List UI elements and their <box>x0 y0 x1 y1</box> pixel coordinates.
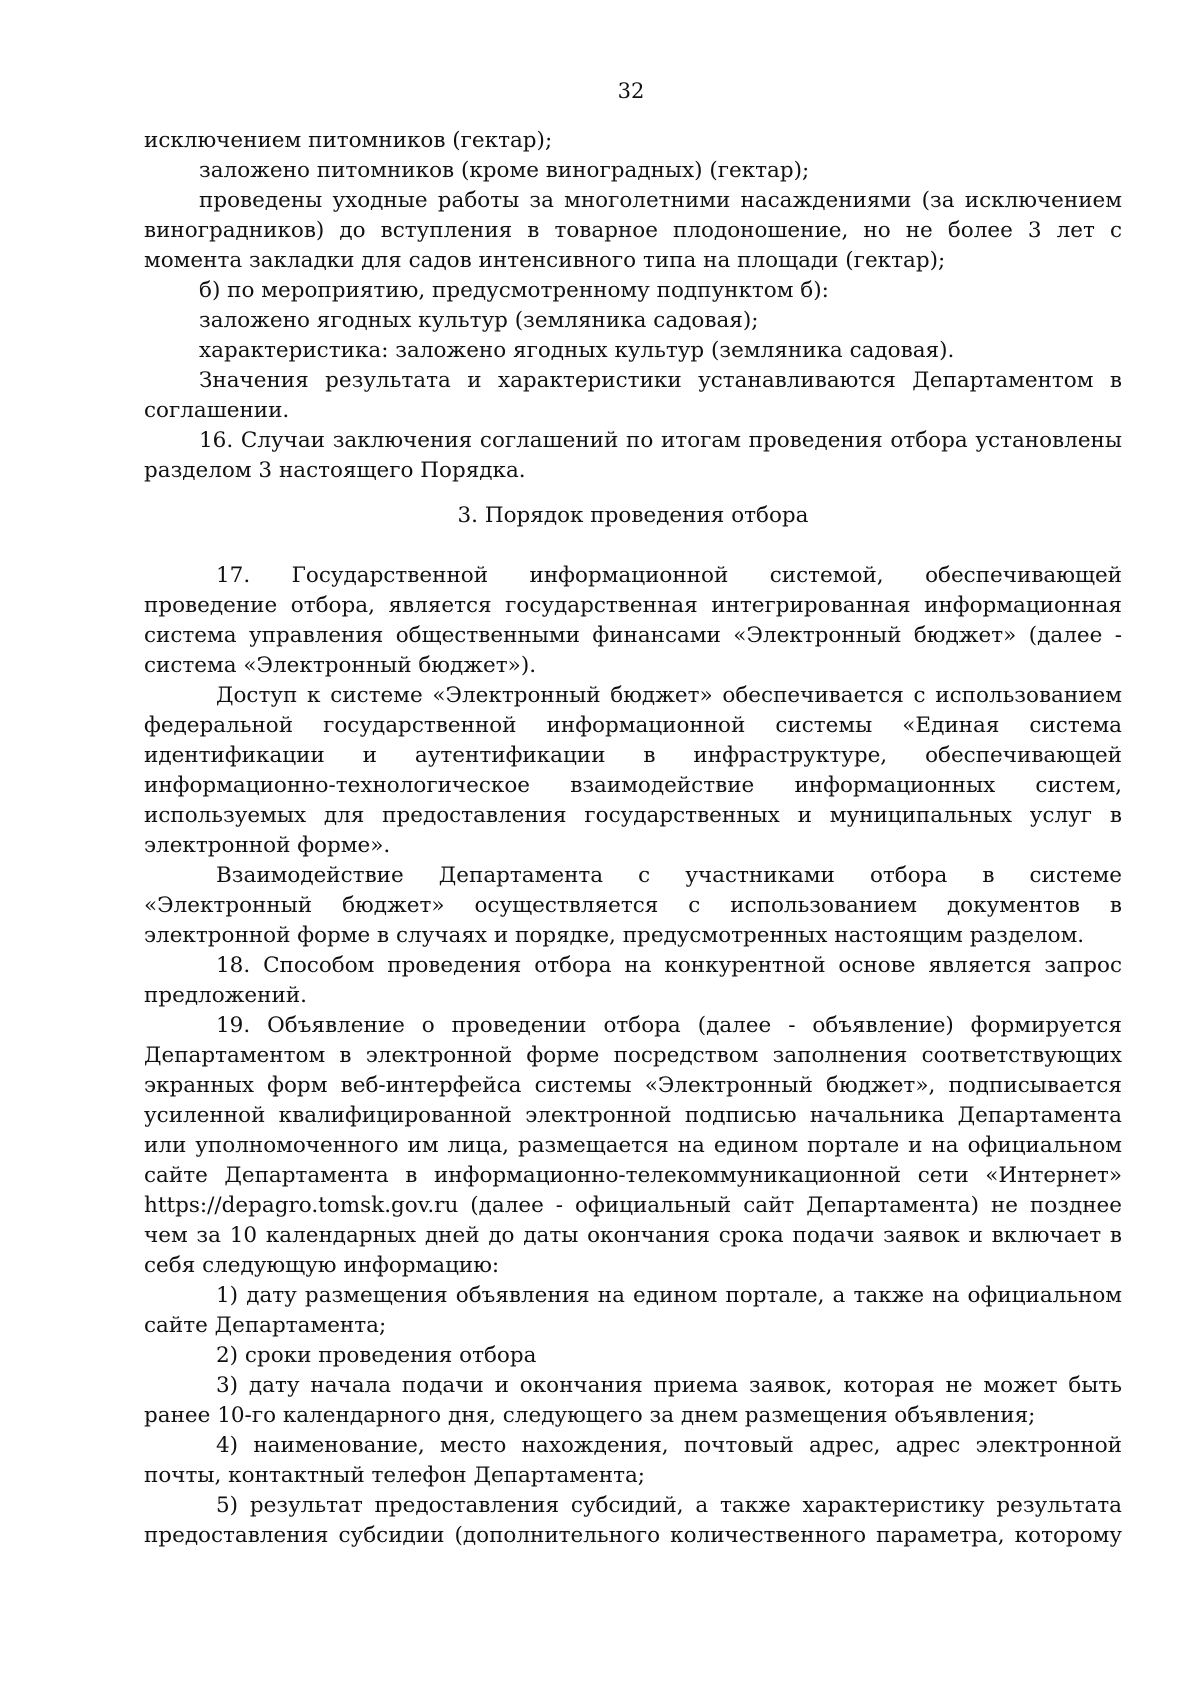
paragraph: исключением питомников (гектар); <box>144 128 553 153</box>
section-heading: 3. Порядок проведения отбора <box>457 503 809 528</box>
paragraph: характеристика: заложено ягодных культур (земляника садовая). <box>199 338 955 363</box>
paragraph: б) по мероприятию, предусмотренному подпунктом б): <box>199 278 829 303</box>
paragraph: 19. Объявление о проведении отбора (далее - объявление) формируется Департаментом в электронной форме посредством заполнения соответствующих экранных форм веб-интерфейса системы «Электронный бюджет», подписывается усиленной квалифицированной электронной подписью начальника Департамента или уполномоченного им лица, размещается на едином портале и на официальном сайте Департамента в информационно-телекоммуникационной сети «Интернет» https://depagro.tomsk.gov.ru (далее - официальный сайт Департамента) не позднее чем за 10 календарных дней до даты окончания срока подачи заявок и включает в себя следующую информацию: <box>144 1013 1122 1278</box>
paragraph: 1) дату размещения объявления на едином портале, а также на официальном сайте Департамента; <box>144 1283 1122 1338</box>
paragraph: Доступ к системе «Электронный бюджет» обеспечивается с использованием федеральной государственной информационной системы «Единая система идентификации и аутентификации в инфраструктуре, обеспечивающей информационно-технологическое взаимодействие информационных систем, используемых для предоставления государственных и муниципальных услуг в электронной форме». <box>144 683 1122 858</box>
paragraph: 17. Государственной информационной системой, обеспечивающей проведение отбора, является государственная интегрированная информационная система управления общественными финансами «Электронный бюджет» (далее - система «Электронный бюджет»). <box>144 563 1122 678</box>
paragraph: 16. Случаи заключения соглашений по итогам проведения отбора установлены разделом 3 настоящего Порядка. <box>144 428 1122 483</box>
paragraph: 3) дату начала подачи и окончания приема заявок, которая не может быть ранее 10-го календарного дня, следующего за днем размещения объявления; <box>144 1373 1122 1428</box>
document-body <box>144 126 1122 1551</box>
paragraph: заложено ягодных культур (земляника садовая); <box>199 308 759 333</box>
paragraph: 18. Способом проведения отбора на конкурентной основе является запрос предложений. <box>144 953 1122 1008</box>
paragraph: проведены уходные работы за многолетними насаждениями (за исключением виноградников) до вступления в товарное плодоношение, но не более 3 лет с момента закладки для садов интенсивного типа на площади (гектар); <box>144 188 1122 273</box>
paragraph: заложено питомников (кроме виноградных) (гектар); <box>199 158 810 183</box>
paragraph: 4) наименование, место нахождения, почтовый адрес, адрес электронной почты, контактный телефон Департамента; <box>144 1433 1122 1488</box>
paragraph: 2) сроки проведения отбора <box>216 1343 537 1368</box>
paragraph: Значения результата и характеристики устанавливаются Департаментом в соглашении. <box>144 368 1122 423</box>
paragraph: Взаимодействие Департамента с участниками отбора в системе «Электронный бюджет» осуществляется с использованием документов в электронной форме в случаях и порядке, предусмотренных настоящим разделом. <box>144 863 1122 948</box>
paragraph: 5) результат предоставления субсидий, а также характеристику результата предоставления субсидии (дополнительного количественного параметра, которому <box>144 1493 1122 1548</box>
page-number: 32 <box>617 79 645 103</box>
